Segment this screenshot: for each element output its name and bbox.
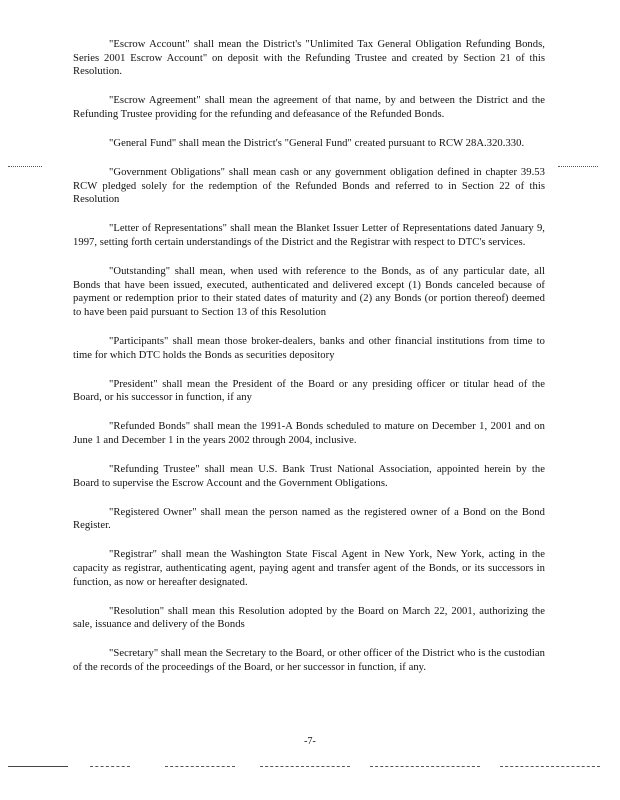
definition-letter-of-representations: "Letter of Representations" shall mean the Blanket Issuer Letter of Representations dated January 9, 1997, setting forth certain understandings of the District and the Registrar with respect to DTC's services. [73,223,545,248]
definition-escrow-account: "Escrow Account" shall mean the District's "Unlimited Tax General Obligation Refunding Bonds, Series 2001 Escrow Account" on deposit with the Refunding Trustee and created by Section 21 of this Resolution. [73,39,545,78]
definition-secretary: "Secretary" shall mean the Secretary to the Board, or other officer of the District who is the custodian of the records of the proceedings of the Board, or her successor in function, if any. [73,648,545,673]
definition-refunded-bonds: "Refunded Bonds" shall mean the 1991-A Bonds scheduled to mature on December 1, 2001 and on June 1 and December 1 in the years 2002 through 2004, inclusive. [73,421,545,446]
definition-escrow-agreement: "Escrow Agreement" shall mean the agreement of that name, by and between the District and the Refunding Trustee providing for the refunding and defeasance of the Refunded Bonds. [73,95,545,120]
scan-artifact-line [165,766,235,767]
scan-artifact-line [90,766,130,767]
margin-mark-left [8,166,42,167]
definitions-body [73,38,545,690]
definition-outstanding: "Outstanding" shall mean, when used with reference to the Bonds, as of any particular date, all Bonds that have been issued, executed, authenticated and delivered except (1) Bonds canceled because of payment or redemption prior to their stated dates of maturity and (2) any Bonds (or portion thereof) deemed to have been paid pursuant to Section 13 of this Resolution [73,266,545,318]
page-number: -7- [304,736,316,747]
margin-mark-right [558,166,598,167]
definition-participants: "Participants" shall mean those broker-dealers, banks and other financial institutions from time to time for which DTC holds the Bonds as securities depository [73,335,545,361]
definition-president: "President" shall mean the President of the Board or any presiding officer or titular head of the Board, or his successor in function, if any [73,378,545,404]
definition-registrar: "Registrar" shall mean the Washington State Fiscal Agent in New York, New York, acting in the capacity as registrar, authenticating agent, paying agent and transfer agent of the Bonds, or its successors in function, as now or hereafter designated. [73,549,545,588]
scan-artifact-line [500,766,600,767]
scan-artifact-line [8,766,68,767]
scan-artifact-line [260,766,350,767]
definition-government-obligations: "Government Obligations" shall mean cash or any government obligation defined in chapter 39.53 RCW pledged solely for the redemption of the Refunded Bonds and referred to in Section 22 of this Resolution [73,167,545,206]
definition-general-fund: "General Fund" shall mean the District's "General Fund" created pursuant to RCW 28A.320.330. [109,137,525,149]
definition-registered-owner: "Registered Owner" shall mean the person named as the registered owner of a Bond on the Bond Register. [73,506,545,532]
definition-refunding-trustee: "Refunding Trustee" shall mean U.S. Bank Trust National Association, appointed herein by the Board to supervise the Escrow Account and the Government Obligations. [73,463,545,489]
definition-resolution: "Resolution" shall mean this Resolution adopted by the Board on March 22, 2001, authorizing the sale, issuance and delivery of the Bonds [73,605,545,631]
scan-artifact-line [370,766,480,767]
